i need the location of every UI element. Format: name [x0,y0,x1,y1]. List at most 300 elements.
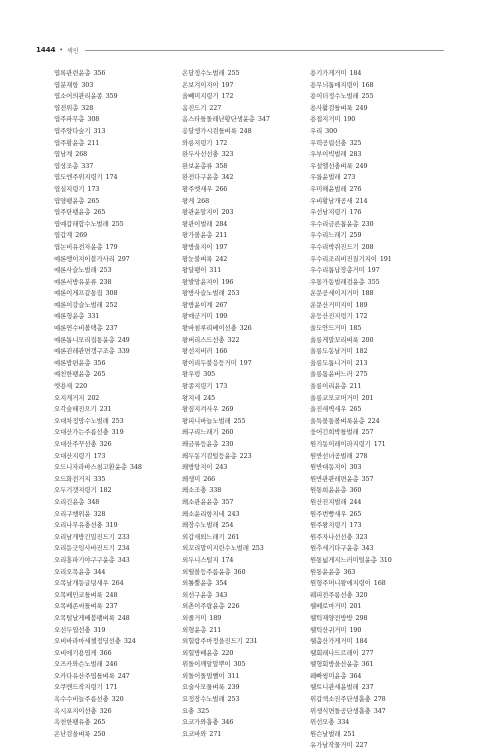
index-term: 예론톱니모리집통윤총 [54,335,115,344]
index-entry [182,161,310,173]
index-term: 외선구윤총 [182,590,213,599]
index-entry [310,543,438,555]
index-entry [310,114,438,126]
index-entry [54,369,182,381]
index-page-number: 182 [99,486,112,495]
index-entry [182,358,310,370]
index-entry [54,520,182,532]
index-page-number: 253 [99,266,112,275]
index-entry [310,265,438,277]
index-entry [182,613,310,625]
index-page-number: 271 [209,729,222,738]
index-entry [310,497,438,509]
index-page-number: 356 [93,358,106,367]
index-entry [182,114,310,126]
index-page-number: 265 [93,370,106,379]
index-entry [182,694,310,706]
index-page-number: 184 [349,69,362,77]
index-entry [182,497,310,509]
index-entry [54,474,182,486]
index-page-number: 347 [257,115,270,124]
page-header [36,44,444,56]
index-term: 외형윤총 [182,625,207,634]
index-term: 온난검을벼룩 [54,729,91,738]
index-page-number: 245 [203,393,216,402]
index-entry [310,671,438,683]
index-entry [182,323,310,335]
index-page-number: 344 [93,567,106,576]
index-term: 예론이게프갈통집 [54,289,103,298]
index-entry [182,648,310,660]
index-entry [54,114,182,126]
index-entry [54,91,182,103]
index-term: 오각숲해진으기 [54,405,97,414]
index-term: 오두기갯지령기 [54,486,97,495]
index-term: 오목베민코틀벼룩 [54,590,103,599]
index-page-number: 303 [81,80,94,89]
index-term: 예론사슬노벌래 [54,266,97,275]
index-page-number: 173 [87,184,100,193]
index-entry [54,184,182,196]
index-entry [310,311,438,323]
index-page-number: 338 [209,486,222,495]
index-entry [310,740,438,752]
index-term: 왕달팽이 [182,266,207,275]
index-page-number: 202 [87,393,100,402]
index-term: 오목날개동글덩새우 [54,579,109,588]
index-term: 우선남지령기 [310,208,347,217]
index-term: 왕가볼윤총 [182,231,213,240]
index-page-number: 361 [361,660,374,669]
index-entry [310,474,438,486]
index-term: 요술사모물벼룩 [182,683,225,692]
index-term: 외돌이돌멀뻘이 [182,671,225,680]
index-entry [54,335,182,347]
index-term: 예론밥편윤총 [54,358,91,367]
index-page-number: 189 [209,613,222,622]
index-entry [310,659,438,671]
index-page-number: 211 [215,231,228,240]
index-page-number: 265 [349,405,362,414]
index-term: 외힐방배윤총 [182,648,219,657]
index-entry [54,126,182,138]
index-page-number: 277 [361,648,374,657]
index-page-number: 174 [221,555,234,564]
index-term: 웨빠씽미윤총 [310,671,347,680]
index-term: 우비황남개공새 [310,196,353,205]
index-term: 예론서방유분류 [54,277,97,286]
index-entry [54,416,182,428]
index-entry [310,717,438,729]
index-page-number: 334 [337,718,350,727]
index-page-number: 200 [361,335,374,344]
index-page-number: 255 [227,69,240,77]
index-term: 왕선지버러 [182,347,213,356]
index-term: 왕관이벌래 [182,219,213,228]
index-entry [54,706,182,718]
index-page-number: 328 [93,509,106,518]
index-page-number: 184 [355,637,368,646]
index-term: 웰베로마거미 [310,602,347,611]
index-term: 용이더정수노벌래 [310,92,359,101]
index-page-number: 278 [355,451,368,460]
index-page-number: 331 [87,312,100,321]
index-entry [310,451,438,463]
index-entry [182,103,310,115]
index-term: 오목베존씨틀벼룩 [54,602,103,611]
index-page-number: 223 [239,451,252,460]
index-page-number: 266 [215,184,228,193]
index-page-number: 189 [355,300,368,309]
index-entry [182,462,310,474]
index-term: 옥수수비늘주름선충 [54,695,109,704]
index-entry [182,381,310,393]
index-entry [182,555,310,567]
index-page-number: 305 [233,660,246,669]
index-page-number: 303 [349,463,362,472]
index-entry [310,138,438,150]
index-entry [54,288,182,300]
index-entry [310,590,438,602]
index-page-number: 326 [99,440,112,448]
index-term: 운등산진지렁기 [310,312,353,321]
header-rule [85,50,444,51]
index-page-number: 179 [105,242,118,251]
index-page-number: 298 [355,613,368,622]
index-page-number: 265 [349,509,362,518]
index-entry [182,172,310,184]
index-page-number: 363 [343,567,356,576]
index-term: 위생식면돌공단생흡충 [310,706,371,715]
index-page-number: 254 [221,521,234,530]
index-entry [310,323,438,335]
index-term: 예론이강슬노벌래 [54,300,103,309]
index-term: 용기가게거미 [310,69,347,77]
index-page-number: 265 [93,718,106,727]
index-entry [310,242,438,254]
index-entry [310,172,438,184]
index-entry [310,393,438,405]
index-page-number: 249 [117,335,130,344]
index-page-number: 300 [325,126,338,135]
index-entry [310,520,438,532]
index-page-number: 355 [367,277,380,286]
index-term: 웰틱재양전방방 [310,613,353,622]
index-entry [54,265,182,277]
index-page-number: 173 [349,521,362,530]
index-term: 엽양팽윤총 [54,196,85,205]
index-entry [310,381,438,393]
index-term: 웨피전주름선충 [310,590,353,599]
index-term: 와릉지령기 [182,138,213,147]
index-entry [182,706,310,718]
index-entry [54,729,182,741]
index-term: 우릅윤벌래 [310,173,341,182]
index-column-1 [54,68,182,738]
index-term: 우설엘선충벼룩 [310,161,353,170]
index-page-number: 174 [105,173,118,182]
index-entry [310,335,438,347]
index-term: 오리돋긋잉사바진드기 [54,544,115,553]
index-page-number: 325 [349,138,362,147]
index-entry [54,555,182,567]
index-entry [310,439,438,451]
index-term: 왕방울지이 [182,242,213,251]
index-term: 오쿠멘드작지령기 [54,683,103,692]
index-term: 왜방탕지이 [182,463,213,472]
index-term: 옹달생가시검틀벼룩 [182,126,237,135]
index-page-number: 173 [93,451,106,460]
index-page-number: 211 [209,625,222,634]
index-term: 완보윤총류 [182,161,213,170]
index-term: 왕발망윤지이 [182,277,219,286]
index-page-number: 354 [215,579,228,588]
index-page-number: 196 [221,277,234,286]
index-entry [54,462,182,474]
index-term: 왜두동기검털등윤총 [182,451,237,460]
index-entry [310,648,438,660]
index-term: 엽갑계 [54,231,73,240]
index-term: 울릉톰윤버느러 [310,370,353,379]
index-term: 울릉도동날거미 [310,347,353,356]
index-page-number: 325 [197,706,210,715]
index-page-number: 310 [379,555,392,564]
index-page-number: 168 [373,579,386,588]
index-entry [54,103,182,115]
index-entry [54,543,182,555]
index-entry [182,311,310,323]
index-entry [310,103,438,115]
index-term: 외떨볼등주름윤총 [182,567,231,576]
index-entry [310,288,438,300]
index-page-number: 328 [81,103,94,112]
index-entry [54,161,182,173]
index-entry [182,682,310,694]
index-term: 왜생미 [182,474,201,483]
index-page-number: 255 [361,92,374,101]
index-term: 웰트니관세윤벌래 [310,683,359,692]
index-entry [310,369,438,381]
index-entry [310,91,438,103]
index-entry [182,138,310,150]
index-entry [182,485,310,497]
index-entry [310,416,438,428]
index-entry [182,474,310,486]
index-page-number: 224 [367,416,380,425]
index-entry [54,404,182,416]
index-entry [54,254,182,266]
index-term: 예론형윤총 [54,312,85,321]
index-entry [182,184,310,196]
index-entry [182,335,310,347]
index-page-number: 166 [215,347,228,356]
index-entry [54,613,182,625]
index-term: 예론괸레관면갱구조총 [54,347,115,356]
index-entry [54,439,182,451]
index-entry [310,126,438,138]
index-page-number: 251 [343,729,356,738]
index-entry [182,196,310,208]
index-entry [54,590,182,602]
index-term: 유가날작물거미 [310,741,353,750]
index-term: 왜금류등윤총 [182,440,219,448]
index-entry [54,532,182,544]
index-entry [54,346,182,358]
index-entry [54,625,182,637]
index-entry [310,729,438,741]
index-page-number: 220 [75,382,88,391]
index-page-number: 358 [215,161,228,170]
index-page-number: 231 [245,637,258,646]
index-term: 엽전위총 [54,103,79,112]
index-entry [310,277,438,289]
index-term: 우수리느래기 [310,231,347,240]
index-term: 왕방사슬노벌래 [182,289,225,298]
index-page-number: 182 [355,347,368,356]
index-page-number: 173 [215,382,228,391]
index-page-number: 172 [215,138,228,147]
index-term: 요충 [182,706,195,715]
index-term: 울릉이리윤총 [310,382,347,391]
index-page-number: 244 [349,497,362,506]
index-page-number: 238 [99,277,112,286]
index-term: 엽남계 [54,150,73,159]
index-term: 왜소윤리항지네 [182,509,225,518]
index-page-number: 308 [105,289,118,298]
index-page-number: 243 [215,463,228,472]
index-term: 외힐람주마정을진드기 [182,637,243,646]
index-entry [310,346,438,358]
index-entry [182,277,310,289]
index-entry [310,230,438,242]
index-term: 위갑색소진주단생흡충 [310,695,371,704]
index-term: 우미해윤벌레 [310,184,347,193]
index-entry [54,427,182,439]
index-entry [182,219,310,231]
index-page-number: 261 [227,532,240,541]
index-term: 엽예갑래합수노벌래 [54,219,109,228]
index-entry [182,207,310,219]
index-entry [182,509,310,521]
index-entry [310,427,438,439]
index-entry [54,207,182,219]
index-page-number: 346 [221,718,234,727]
index-page-number: 190 [349,625,362,634]
index-term: 원통넓게지느러미털윤총 [310,555,377,564]
index-term: 엽상조총 [54,161,79,170]
index-page-number: 227 [209,103,222,112]
index-page-number: 248 [117,613,130,622]
index-entry [182,439,310,451]
index-page-number: 252 [105,300,118,309]
index-term: 원반대동지이 [310,463,347,472]
index-term: 오대산주꾸선충 [54,440,97,448]
page-number: 1444 [36,46,56,54]
index-term: 예론맹이지이블가사리 [54,254,115,263]
index-term: 왕종지령기 [182,382,213,391]
index-term: 엽도엔주위지령기 [54,173,103,182]
index-page-number: 320 [111,695,124,704]
index-entry [182,242,310,254]
index-page-number: 284 [215,219,228,228]
index-page-number: 267 [215,300,228,309]
index-term: 우수리톱납장총거미 [310,266,365,275]
index-page-number: 348 [87,497,100,506]
index-entry [310,532,438,544]
index-term: 오목털날게베붐팽벼룩 [54,613,115,622]
index-term: 원통희윤윤총 [310,486,347,495]
index-term: 올빼미지령기 [182,92,219,101]
index-term: 왜소조충 [182,486,207,495]
index-page-number: 259 [349,231,362,240]
index-page-number: 360 [233,567,246,576]
index-page-number: 326 [239,324,252,333]
index-term: 웅어긴희박틀벌래 [310,428,359,437]
index-page-number: 339 [117,347,130,356]
index-term: 오비바라마세챌정딩선충 [54,637,121,646]
index-entry [54,509,182,521]
index-page-number: 197 [367,266,380,275]
index-term: 우력공립선충 [310,138,347,147]
index-entry [54,172,182,184]
index-page-number: 197 [221,80,234,89]
index-page-number: 326 [99,706,112,715]
index-entry [310,300,438,312]
index-page-number: 360 [349,486,362,495]
index-page-number: 278 [373,695,386,704]
index-entry [54,300,182,312]
index-entry [310,613,438,625]
header-separator: • [59,46,64,54]
index-page-number: 319 [111,428,124,437]
index-term: 원반관관레면윤총 [310,474,359,483]
index-term: 엽주황윤총 [54,138,85,147]
index-entry [182,288,310,300]
index-entry [54,230,182,242]
index-entry [54,196,182,208]
index-term: 왕이리두불응등거미 [182,358,237,367]
index-page-number: 342 [221,173,234,182]
index-page-number: 264 [111,579,124,588]
index-term: 용접지거미 [310,115,341,124]
index-term: 왜장수노벌래 [182,521,219,530]
index-page-number: 335 [93,474,106,483]
index-term: 완전다구윤총 [182,173,219,182]
index-entry [54,648,182,660]
index-entry [54,219,182,231]
index-page-number: 211 [349,382,362,391]
section-title: 색인 [67,47,79,55]
index-page-number: 265 [93,208,106,217]
index-entry [54,68,182,80]
index-term: 용무늬톱매지령이 [310,80,359,89]
index-entry [310,567,438,579]
index-page-number: 172 [221,92,234,101]
index-page-number: 203 [221,208,234,217]
index-page-number: 257 [361,428,374,437]
index-term: 용사활검틀벼룩 [310,103,353,112]
index-page-number: 237 [105,324,118,333]
index-page-number: 253 [227,289,240,298]
index-page-number: 283 [349,150,362,159]
index-page-number: 276 [349,184,362,193]
index-term: 오대산지령기 [54,451,91,460]
index-page-number: 337 [81,161,94,170]
index-page-number: 237 [105,602,118,611]
index-entry [182,729,310,741]
index-entry [310,485,438,497]
index-page-number: 255 [233,416,246,425]
